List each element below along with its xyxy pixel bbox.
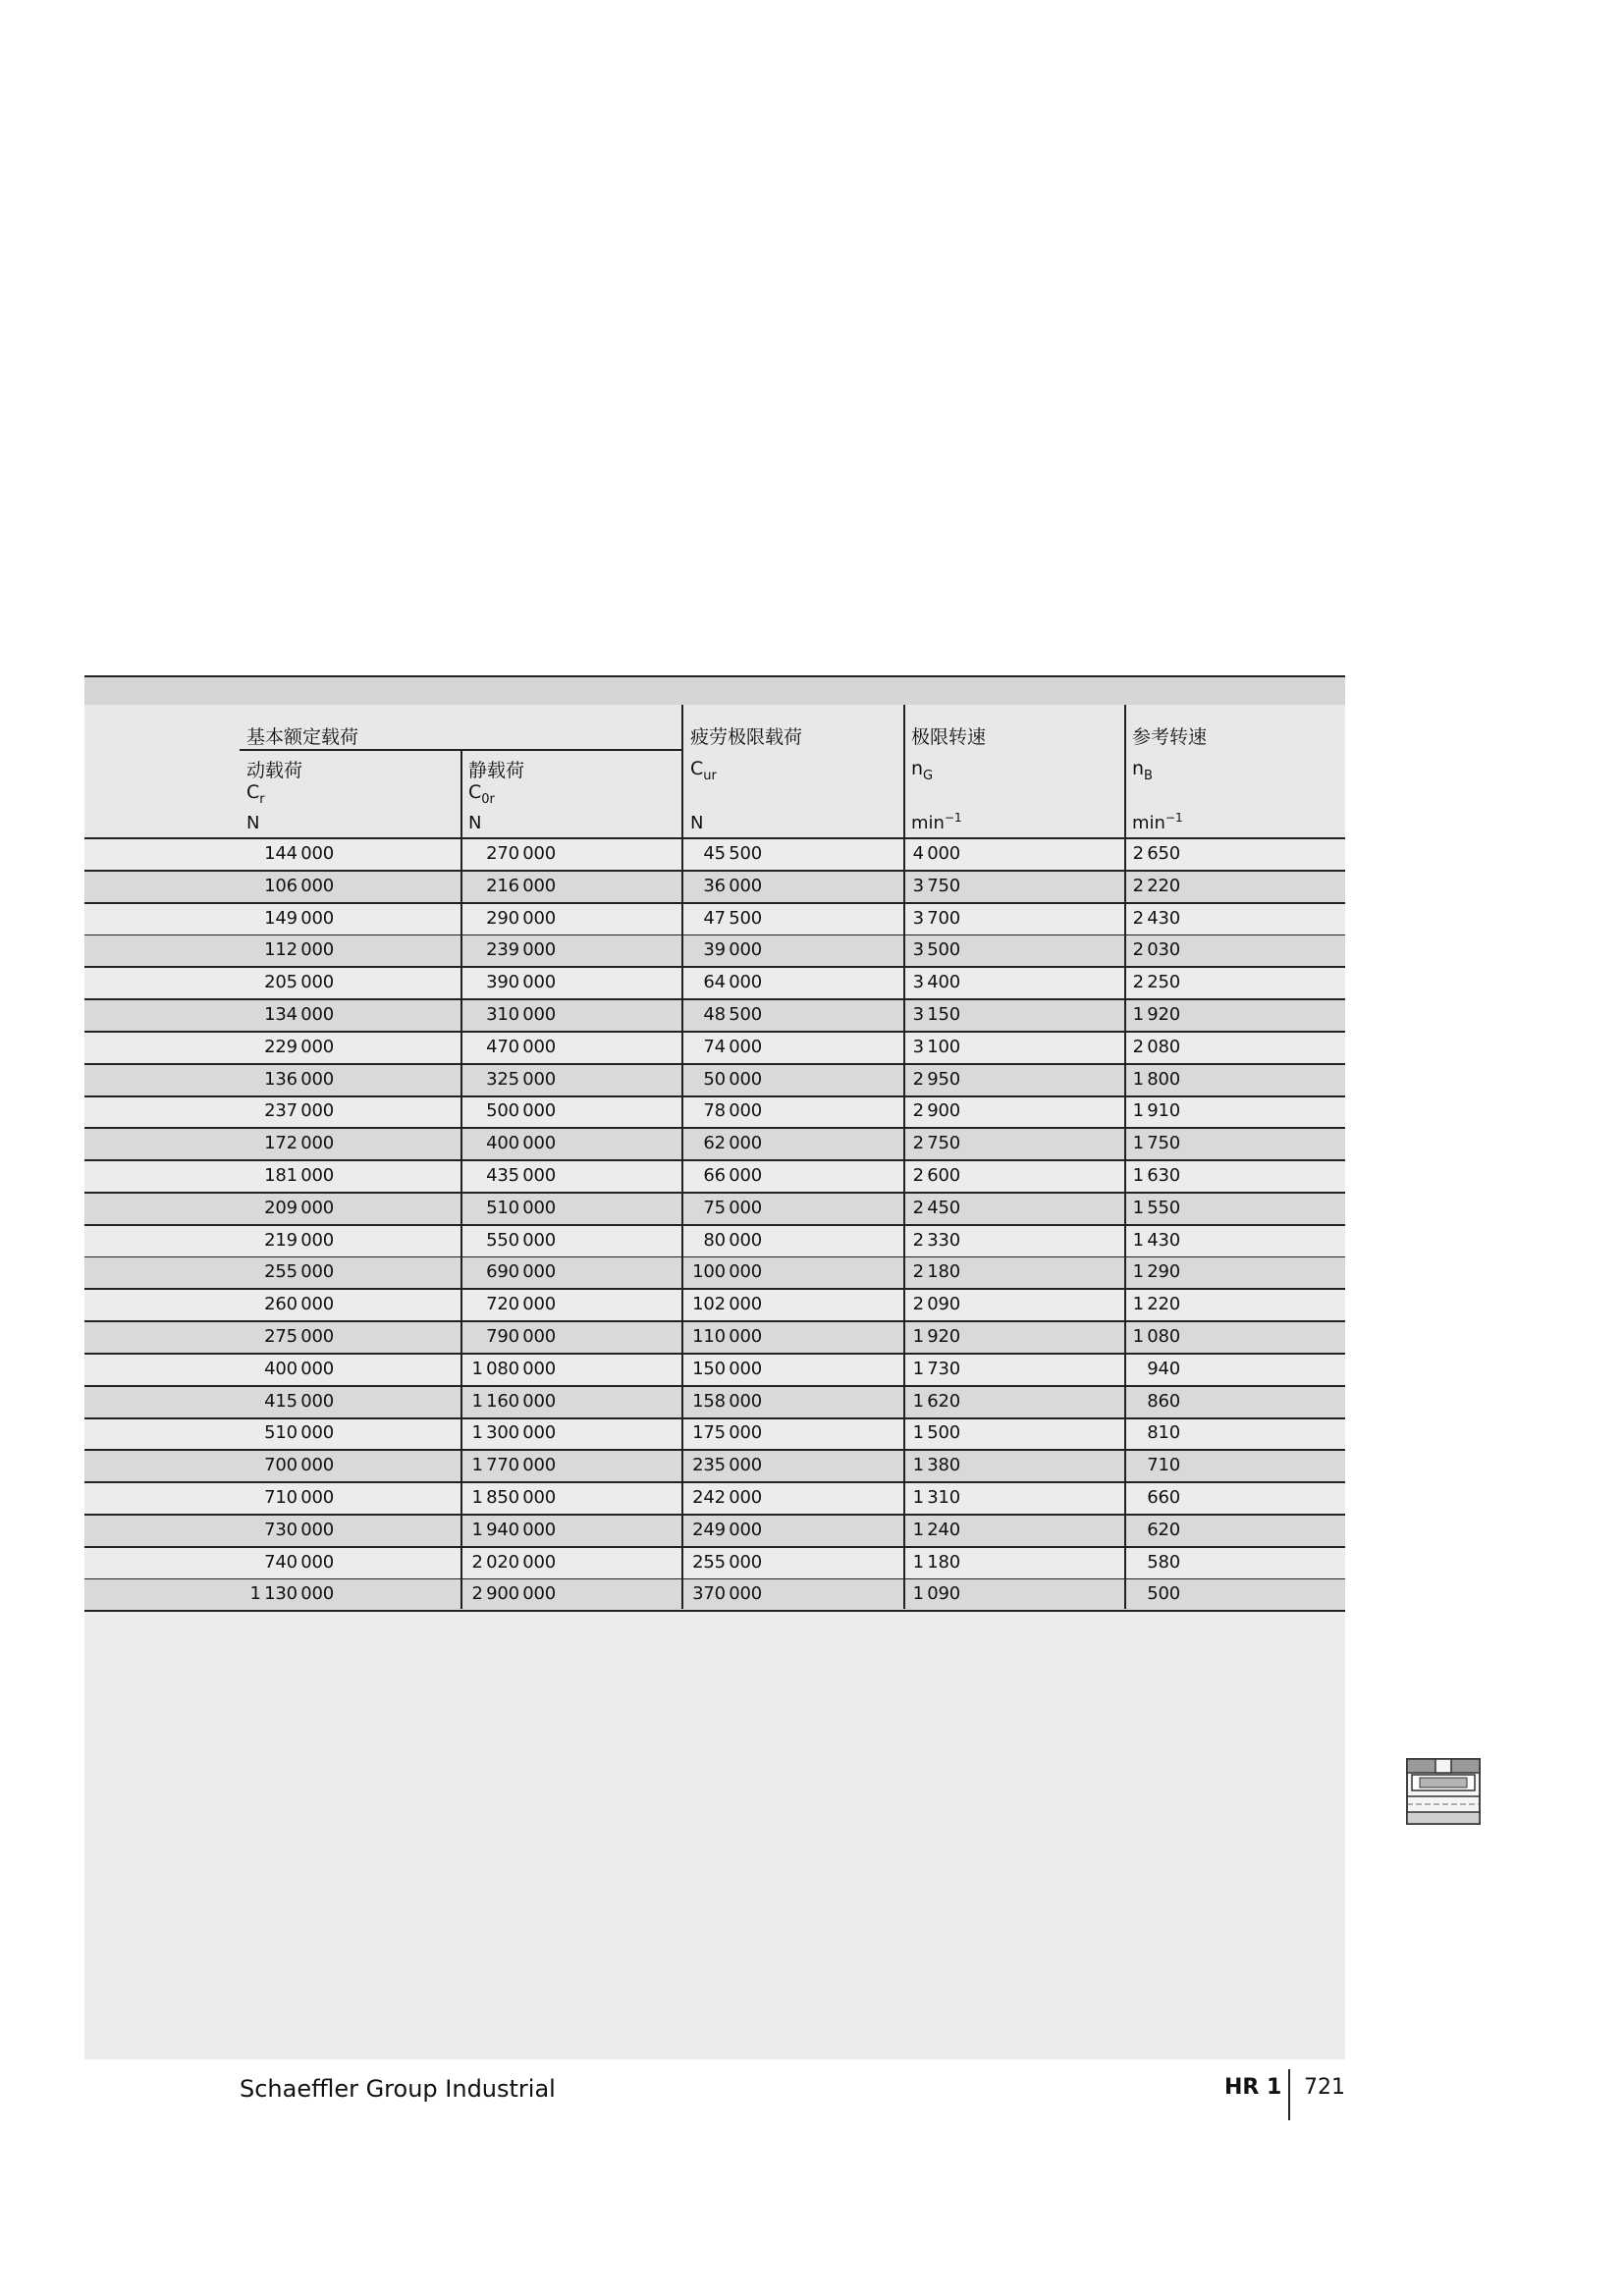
cell-static-load: 239 000 — [486, 939, 556, 961]
header-fatigue-limit-load: 疲劳极限载荷 — [690, 726, 803, 748]
cell-dynamic-load: 229 000 — [264, 1036, 334, 1057]
cell-reference-speed: 1 910 — [1132, 1100, 1180, 1122]
table-row — [84, 1418, 1345, 1451]
footer-catalog: HR 1 — [1224, 2075, 1282, 2100]
cell-limiting-speed: 1 310 — [912, 1487, 960, 1508]
cell-dynamic-load: 740 000 — [264, 1551, 334, 1573]
table-row — [84, 1387, 1345, 1419]
cell-static-load: 390 000 — [486, 972, 556, 993]
cell-static-load: 270 000 — [486, 843, 556, 864]
cell-fatigue-load: 100 000 — [692, 1261, 762, 1283]
cell-static-load: 2 020 000 — [471, 1551, 556, 1573]
cell-static-load: 510 000 — [486, 1197, 556, 1218]
cell-limiting-speed: 2 950 — [912, 1068, 960, 1090]
cell-static-load: 1 850 000 — [471, 1487, 556, 1508]
footer-page-number: 721 — [1304, 2075, 1345, 2100]
header-limiting-speed-unit: $\min^{-1}$ — [911, 811, 962, 833]
table-row — [84, 1322, 1345, 1355]
cell-dynamic-load: 136 000 — [264, 1068, 334, 1090]
cell-limiting-speed: 3 100 — [912, 1036, 960, 1057]
cell-reference-speed: 710 — [1147, 1455, 1180, 1476]
cell-reference-speed: 1 080 — [1132, 1326, 1180, 1347]
cell-dynamic-load: 260 000 — [264, 1294, 334, 1315]
cell-dynamic-load: 219 000 — [264, 1229, 334, 1251]
table-row — [84, 1516, 1345, 1548]
cell-reference-speed: 2 250 — [1132, 972, 1180, 993]
cell-limiting-speed: 3 750 — [912, 875, 960, 896]
cell-limiting-speed: 2 330 — [912, 1229, 960, 1251]
table-row — [84, 872, 1345, 904]
cell-fatigue-load: 80 000 — [703, 1229, 762, 1251]
cell-reference-speed: 860 — [1147, 1390, 1180, 1412]
header-fatigue-symbol: $C_{ur}$ — [690, 758, 717, 783]
cell-dynamic-load: 144 000 — [264, 843, 334, 864]
column-separator-3 — [903, 705, 905, 1609]
header-static-load: 静载荷 — [468, 760, 525, 781]
cell-reference-speed: 1 920 — [1132, 1004, 1180, 1025]
table-row — [84, 1194, 1345, 1226]
table-row — [84, 1257, 1345, 1290]
cell-dynamic-load: 106 000 — [264, 875, 334, 896]
cell-fatigue-load: 62 000 — [703, 1133, 762, 1154]
cell-limiting-speed: 3 150 — [912, 1004, 960, 1025]
cell-dynamic-load: 275 000 — [264, 1326, 334, 1347]
cell-static-load: 550 000 — [486, 1229, 556, 1251]
cell-fatigue-load: 78 000 — [703, 1100, 762, 1122]
cell-static-load: 290 000 — [486, 907, 556, 929]
header-dynamic-load: 动载荷 — [246, 760, 303, 781]
header-fatigue-unit: N — [690, 813, 704, 833]
table-row — [84, 839, 1345, 872]
cell-fatigue-load: 36 000 — [703, 875, 762, 896]
cell-dynamic-load: 415 000 — [264, 1390, 334, 1412]
table-row — [84, 1096, 1345, 1129]
footer-separator — [1288, 2069, 1290, 2120]
cell-dynamic-load: 730 000 — [264, 1519, 334, 1540]
cell-fatigue-load: 74 000 — [703, 1036, 762, 1057]
cell-fatigue-load: 48 500 — [703, 1004, 762, 1025]
cell-fatigue-load: 66 000 — [703, 1165, 762, 1186]
cell-reference-speed: 2 220 — [1132, 875, 1180, 896]
cell-reference-speed: 1 800 — [1132, 1068, 1180, 1090]
cell-reference-speed: 1 290 — [1132, 1261, 1180, 1283]
cell-limiting-speed: 4 000 — [912, 843, 960, 864]
cell-dynamic-load: 400 000 — [264, 1358, 334, 1379]
cell-dynamic-load: 700 000 — [264, 1455, 334, 1476]
cell-reference-speed: 1 430 — [1132, 1229, 1180, 1251]
table-row — [84, 1000, 1345, 1033]
table-row — [84, 904, 1345, 936]
cell-fatigue-load: 249 000 — [692, 1519, 762, 1540]
cell-fatigue-load: 39 000 — [703, 939, 762, 961]
header-reference-speed-symbol: $n_B$ — [1132, 758, 1153, 783]
cell-limiting-speed: 1 500 — [912, 1422, 960, 1444]
header-static-symbol: $C_{0r}$ — [468, 781, 495, 807]
cell-reference-speed: 940 — [1147, 1358, 1180, 1379]
cell-dynamic-load: 149 000 — [264, 907, 334, 929]
header-dynamic-unit: N — [246, 813, 260, 833]
table-row — [84, 1579, 1345, 1612]
cell-fatigue-load: 110 000 — [692, 1326, 762, 1347]
cell-static-load: 1 080 000 — [471, 1358, 556, 1379]
cell-limiting-speed: 2 090 — [912, 1294, 960, 1315]
table-row — [84, 935, 1345, 968]
cell-fatigue-load: 150 000 — [692, 1358, 762, 1379]
cell-reference-speed: 2 430 — [1132, 907, 1180, 929]
cell-static-load: 400 000 — [486, 1133, 556, 1154]
header-limiting-speed-symbol: $n_G$ — [911, 758, 934, 783]
cell-limiting-speed: 3 700 — [912, 907, 960, 929]
cell-static-load: 1 160 000 — [471, 1390, 556, 1412]
cell-fatigue-load: 158 000 — [692, 1390, 762, 1412]
cell-static-load: 790 000 — [486, 1326, 556, 1347]
cell-dynamic-load: 237 000 — [264, 1100, 334, 1122]
cell-static-load: 310 000 — [486, 1004, 556, 1025]
cell-fatigue-load: 235 000 — [692, 1455, 762, 1476]
cell-reference-speed: 810 — [1147, 1422, 1180, 1444]
table-row — [84, 1226, 1345, 1258]
cell-reference-speed: 660 — [1147, 1487, 1180, 1508]
cell-fatigue-load: 242 000 — [692, 1487, 762, 1508]
cell-dynamic-load: 172 000 — [264, 1133, 334, 1154]
header-static-unit: N — [468, 813, 482, 833]
cell-limiting-speed: 1 380 — [912, 1455, 960, 1476]
table-row — [84, 1129, 1345, 1161]
cell-fatigue-load: 102 000 — [692, 1294, 762, 1315]
cell-limiting-speed: 1 180 — [912, 1551, 960, 1573]
header-basic-load-rating: 基本额定载荷 — [246, 726, 359, 748]
cell-fatigue-load: 47 500 — [703, 907, 762, 929]
column-separator-4 — [1124, 705, 1126, 1609]
cell-static-load: 2 900 000 — [471, 1583, 556, 1605]
cell-reference-speed: 2 080 — [1132, 1036, 1180, 1057]
header-dynamic-symbol: $C_r$ — [246, 781, 265, 807]
cell-static-load: 1 770 000 — [471, 1455, 556, 1476]
cell-static-load: 720 000 — [486, 1294, 556, 1315]
cell-reference-speed: 580 — [1147, 1551, 1180, 1573]
cell-static-load: 435 000 — [486, 1165, 556, 1186]
header-reference-speed-unit: $\min^{-1}$ — [1132, 811, 1183, 833]
column-separator-1 — [460, 749, 462, 1609]
cell-reference-speed: 2 650 — [1132, 843, 1180, 864]
cell-dynamic-load: 112 000 — [264, 939, 334, 961]
cell-limiting-speed: 1 730 — [912, 1358, 960, 1379]
cell-limiting-speed: 1 920 — [912, 1326, 960, 1347]
table-row — [84, 1065, 1345, 1097]
table-top-bar — [84, 675, 1345, 705]
table-row — [84, 1548, 1345, 1580]
cell-dynamic-load: 134 000 — [264, 1004, 334, 1025]
cell-dynamic-load: 205 000 — [264, 972, 334, 993]
table-row — [84, 968, 1345, 1000]
column-separator-2 — [681, 705, 683, 1609]
table-row — [84, 1451, 1345, 1483]
cell-fatigue-load: 175 000 — [692, 1422, 762, 1444]
cell-limiting-speed: 1 090 — [912, 1583, 960, 1605]
cell-dynamic-load: 255 000 — [264, 1261, 334, 1283]
table-row — [84, 1290, 1345, 1322]
table-row — [84, 1483, 1345, 1516]
needle-roller-bearing-section-icon — [1406, 1757, 1481, 1826]
cell-reference-speed: 1 750 — [1132, 1133, 1180, 1154]
cell-static-load: 470 000 — [486, 1036, 556, 1057]
cell-fatigue-load: 64 000 — [703, 972, 762, 993]
cell-dynamic-load: 710 000 — [264, 1487, 334, 1508]
cell-dynamic-load: 181 000 — [264, 1165, 334, 1186]
cell-limiting-speed: 2 900 — [912, 1100, 960, 1122]
cell-reference-speed: 620 — [1147, 1519, 1180, 1540]
cell-limiting-speed: 3 400 — [912, 972, 960, 993]
cell-limiting-speed: 2 750 — [912, 1133, 960, 1154]
cell-static-load: 1 300 000 — [471, 1422, 556, 1444]
cell-fatigue-load: 370 000 — [692, 1583, 762, 1605]
cell-fatigue-load: 45 500 — [703, 843, 762, 864]
cell-fatigue-load: 50 000 — [703, 1068, 762, 1090]
footer-company: Schaeffler Group Industrial — [240, 2075, 556, 2103]
table-row — [84, 1161, 1345, 1194]
cell-limiting-speed: 2 180 — [912, 1261, 960, 1283]
cell-reference-speed: 1 220 — [1132, 1294, 1180, 1315]
table-row — [84, 1033, 1345, 1065]
header-reference-speed: 参考转速 — [1132, 726, 1208, 748]
cell-static-load: 500 000 — [486, 1100, 556, 1122]
cell-limiting-speed: 1 620 — [912, 1390, 960, 1412]
cell-limiting-speed: 2 450 — [912, 1197, 960, 1218]
cell-dynamic-load: 1 130 000 — [249, 1583, 334, 1605]
cell-limiting-speed: 2 600 — [912, 1165, 960, 1186]
table-row — [84, 1355, 1345, 1387]
cell-reference-speed: 1 630 — [1132, 1165, 1180, 1186]
cell-reference-speed: 1 550 — [1132, 1197, 1180, 1218]
cell-limiting-speed: 1 240 — [912, 1519, 960, 1540]
cell-static-load: 1 940 000 — [471, 1519, 556, 1540]
cell-static-load: 690 000 — [486, 1261, 556, 1283]
cell-dynamic-load: 209 000 — [264, 1197, 334, 1218]
cell-static-load: 216 000 — [486, 875, 556, 896]
cell-reference-speed: 2 030 — [1132, 939, 1180, 961]
cell-dynamic-load: 510 000 — [264, 1422, 334, 1444]
cell-limiting-speed: 3 500 — [912, 939, 960, 961]
header-limiting-speed: 极限转速 — [911, 726, 987, 748]
cell-fatigue-load: 75 000 — [703, 1197, 762, 1218]
cell-reference-speed: 500 — [1147, 1583, 1180, 1605]
cell-fatigue-load: 255 000 — [692, 1551, 762, 1573]
cell-static-load: 325 000 — [486, 1068, 556, 1090]
